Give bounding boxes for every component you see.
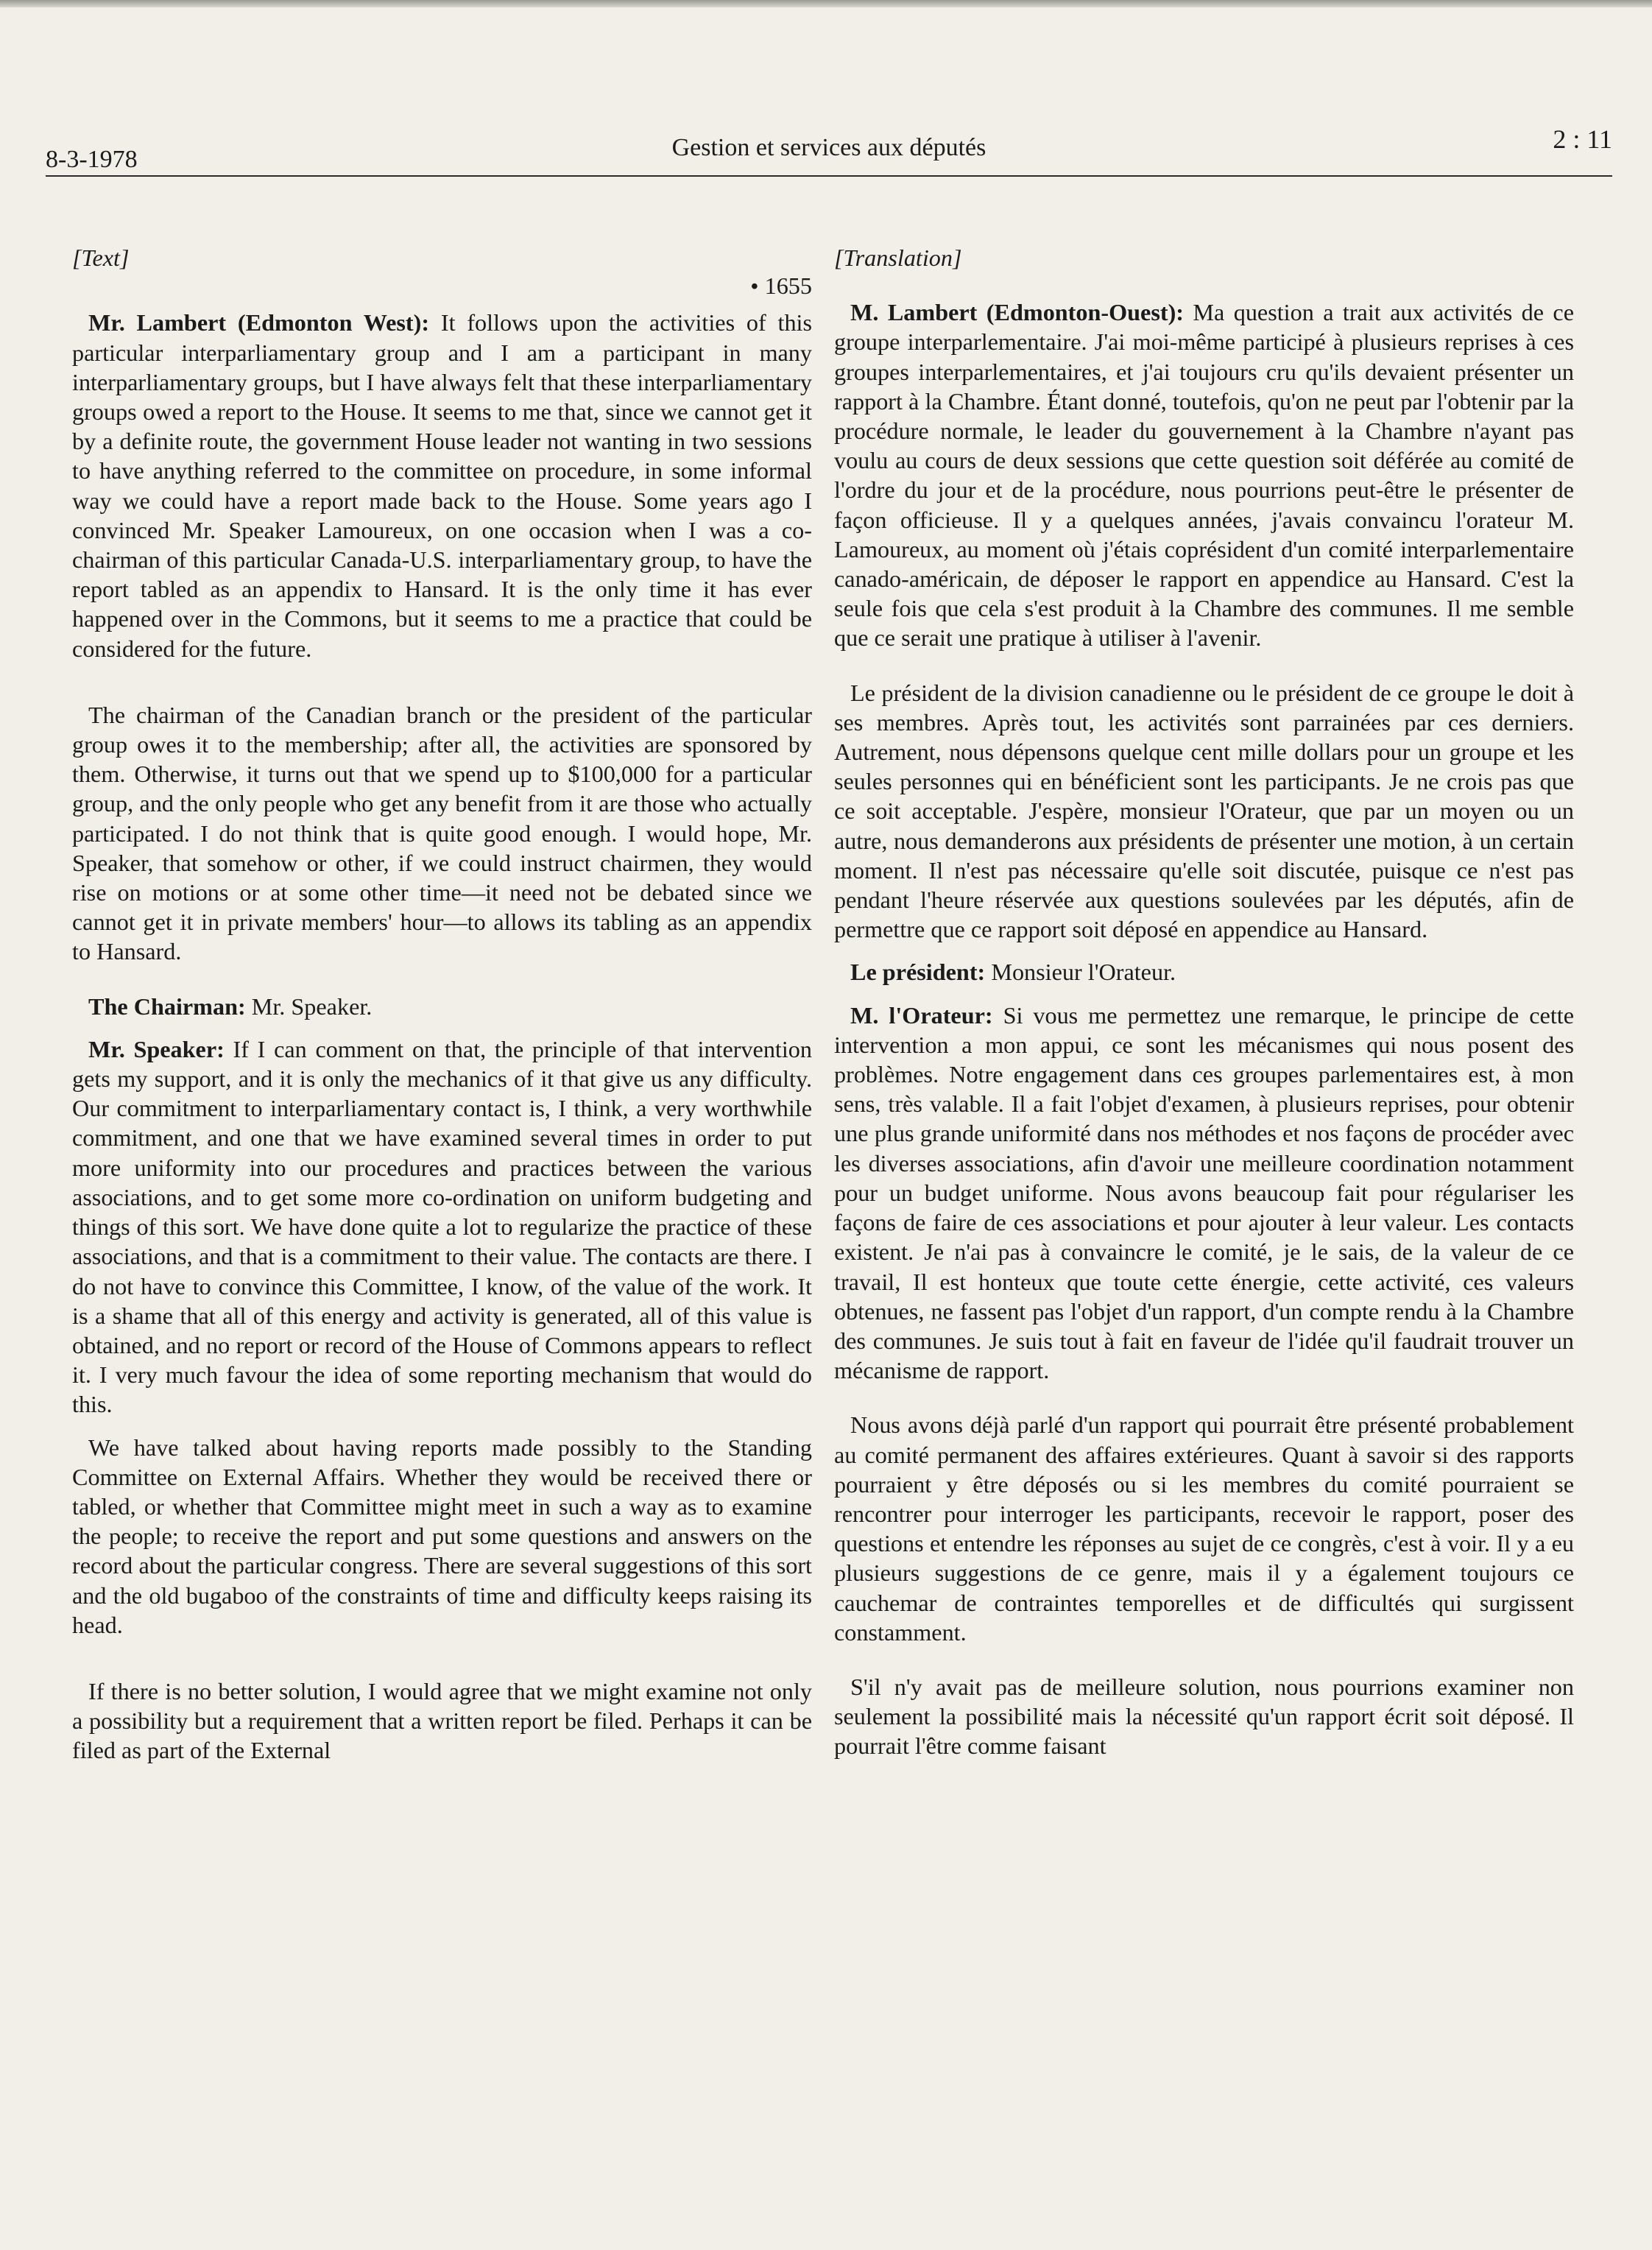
paragraph [834,1672,1574,1761]
paragraph-text: We have talked about having reports made possibly to the Standing Committee on External Affairs. Whether they would be received there or tabled, or whether that Committee might meet in such a way as to examine the people; to receive the report and put some questions and answers on the record about the particular congress. There are several suggestions of this sort and the old bugaboo of the constraints of time and difficulty keeps raising its head. [72,1433,812,1638]
paragraph-text: Le président de la division canadienne ou le président de ce groupe le doit à ses membres. Après tout, les activités sont parrainées par ces derniers. Autrement, nous dépensons quelque cent mille dollars pour un groupe et les seules personnes qui en bénéficient sont les participants. Je ne crois pas que ce soit acceptable. J'espère, monsieur l'Orateur, que par un moyen ou un autre, nous demanderons aux présidents de présenter une motion, à un certain moment. Il n'est pas nécessaire qu'elle soit discutée, puisque ce n'est pas pendant l'heure réservée aux questions soulevées par les députés, afin de permettre que ce rapport soit déposé en appendice au Hansard. [834,679,1574,943]
right-column [834,243,1574,1761]
paragraph-text: If I can comment on that, the principle of that intervention gets my support, and it is only the mechanics of it that give us any difficulty. Our commitment to interparliamentary contact is, I think, a very worthwhile commitment, and one that we have examined several times in order to put more uniformity into our procedures and practices between the various associations, and to get some more co-ordination on uniform budgeting and things of this sort. We have done quite a lot to regularize the practice of these associations, and that is a commitment to their value. The contacts are there. I do not have to convince this Committee, I know, of the value of the work. It is a shame that all of this energy and activity is generated, all of this value is obtained, and no report or record of the House of Commons appears to reflect it. I very much favour the idea of some reporting mechanism that would do this. [72,1035,812,1418]
paragraph-text: Si vous me permettez une remarque, le principe de cette intervention a mon appui, ce sont les mécanismes qui nous posent des problèmes. Notre engagement dans ces groupes parlementaires est, à mon sens, très valable. Il a fait l'objet d'examen, à plusieurs reprises, pour obtenir une plus grande uniformité dans nos méthodes et nos façons de procéder avec les diverses associations, afin d'avoir une meilleure coordination notamment pour un budget uniforme. Nous avons beaucoup fait pour régulariser les façons de faire de ces associations et pour ajouter à leur valeur. Les contacts existent. Je n'ai pas à convaincre le comité, je le sais, de la valeur de ce travail, Il est honteux que toute cette énergie, cette activité, ces valeurs obtenues, ne fassent pas l'objet d'un rapport, d'un compte rendu à la Chambre des communes. Je suis tout à fait en faveur de l'idée qu'il faudrait trouver un mécanisme de rapport. [834,1001,1574,1384]
left-column [72,243,812,1766]
paragraph-text: It follows upon the activities of this particular interparliamentary group and I am a participant in many interparliamentary groups, but I have always felt that these interparliamentary groups owed a report to the House. It seems to me that, since we cannot get it by a definite route, the government House leader not wanting in two sessions to have anything referred to the committee on procedure, in some informal way we could have a report made back to the House. Some years ago I convinced Mr. Speaker Lamoureux, on one occasion when I was a co-chairman of this particular Canada-U.S. interparliamentary group, to have the report tabled as an appendix to Hansard. It is the only time it has ever happened over in the Commons, but it seems to me a practice that could be considered for the future. [72,309,813,662]
paragraph-text: S'il n'y avait pas de meilleure solution, nous pourrions examiner non seulement la possibilité mais la nécessité qu'un rapport écrit soit déposé. Il pourrait l'être comme faisant [834,1673,1574,1760]
paragraph [72,1433,812,1640]
speaker-name: Mr. Speaker: [88,1035,225,1062]
paragraph [834,1001,1574,1386]
page-edge [0,0,1652,7]
paragraph [72,308,812,663]
paragraph [834,297,1574,652]
paragraph [834,957,1574,987]
paragraph [834,678,1574,945]
paragraph [72,992,812,1021]
speaker-name: Le président: [850,959,986,986]
speaker-name: M. l'Orateur: [850,1001,993,1029]
paragraph-text: If there is no better solution, I would agree that we might examine not only a possibility but a requirement that a written report be filed. Perhaps it can be filed as part of the External [72,1677,812,1764]
page-header [46,124,1612,177]
paragraph-text: Monsieur l'Orateur. [985,959,1176,986]
speaker-name: Mr. Lambert (Edmonton West): [88,309,430,336]
page-number: 2 : 11 [1553,124,1612,154]
header-title: Gestion et services aux députés [671,134,986,161]
section-label-translation: [Translation] [834,244,962,271]
speaker-name: The Chairman: [88,992,246,1020]
time-marker: • 1655 [750,272,812,300]
paragraph-text: Nous avons déjà parlé d'un rapport qui pourrait être présenté probablement au comité permanent des affaires extérieures. Quant à savoir si des rapports pourraient y être déposés ou si les membres du comité pourraient se rencontrer pour interroger les participants, recevoir le rapport, poser des questions et entendre les réponses au sujet de ce congrès, c'est à voir. Il y a eu plusieurs suggestions de ce genre, mais il y a également toujours ce cauchemar de contraintes temporelles et de difficultés qui surgissent constamment. [834,1411,1574,1646]
paragraph-text: Mr. Speaker. [245,992,373,1020]
paragraph-text: Ma question a trait aux activités de ce groupe interparlementaire. J'ai moi-même participé à plusieurs reprises à ces groupes interparlementaires, et j'ai toujours cru qu'ils devaient présenter un rapport à la Chambre. Étant donné, toutefois, qu'on ne peut par l'obtenir par la procédure normale, le leader du gouvernement à la Chambre n'ayant pas voulu au cours de deux sessions que cette question soit déférée au comité de l'ordre du jour et de la procédure, nous pourrions peut-être le présenter de façon officieuse. Il y a quelques années, j'avais convaincu l'orateur M. Lamoureux, au moment où j'étais coprésident d'un comité interparlementaire canado-américain, de déposer le rapport en appendice au Hansard. C'est la seule fois que cela s'est produit à la Chambre des communes. Il me semble que ce serait une pratique à utiliser à l'avenir. [834,299,1574,652]
paragraph [72,1034,812,1420]
paragraph [72,700,812,967]
header-date: 8-3-1978 [46,146,138,173]
paragraph [834,1410,1574,1647]
speaker-name: M. Lambert (Edmonton-Ouest): [850,299,1185,326]
paragraph-text: The chairman of the Canadian branch or the president of the particular group owes it to the membership; after all, the activities are sponsored by them. Otherwise, it turns out that we spend up to $100,000 for a particular group, and the only people who get any benefit from it are those who actually participated. I do not think that is quite good enough. I would hope, Mr. Speaker, that somehow or other, if we could instruct chairmen, they would rise on motions or at some other time—it need not be debated since we cannot get it in private members' hour—to allows its tabling as an appendix to Hansard. [72,701,812,965]
section-label-text: [Text] [72,244,130,271]
paragraph [72,1676,812,1766]
